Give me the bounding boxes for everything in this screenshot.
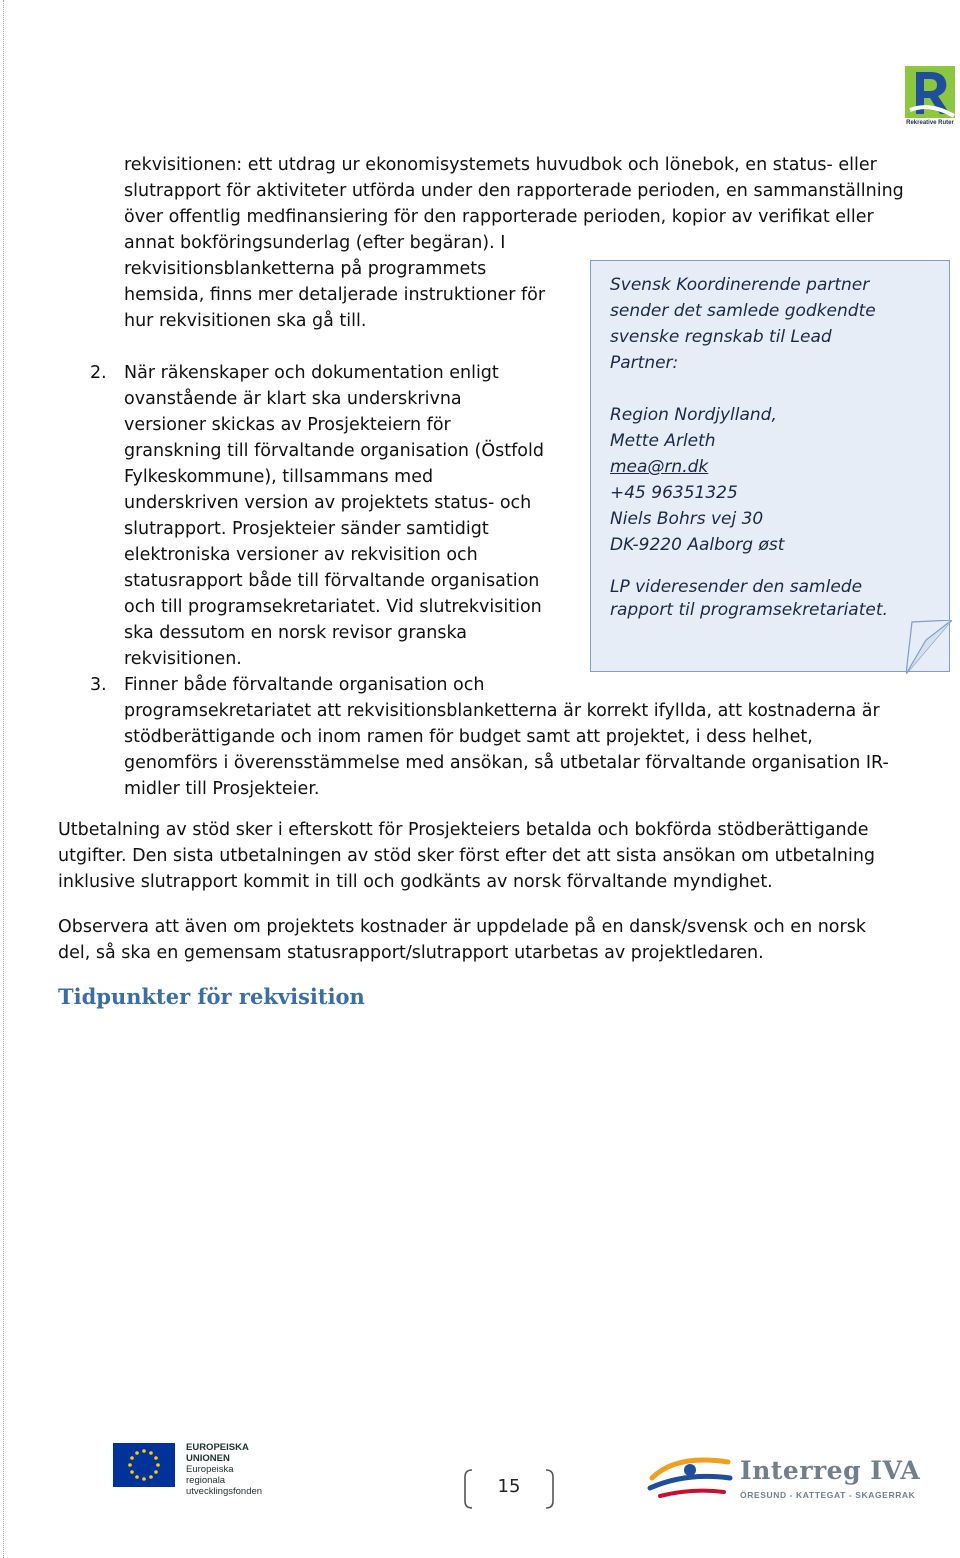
note-line: LP videresender den samlede [610, 577, 863, 597]
text-line: underskriven version av projektets status- och [124, 493, 532, 513]
eu-line: utvecklingsfonden [186, 1486, 263, 1497]
logo-caption: Rekreative Ruter [906, 120, 954, 126]
text-line: över offentlig medfinansiering för den rapporterade perioden, kopior av verifikat eller [124, 207, 874, 227]
text-line: slutrapport. Prosjekteier sänder samtidigt [124, 519, 489, 539]
note-city: DK-9220 Aalborg øst [610, 535, 785, 555]
note-email-link[interactable]: mea@rn.dk [610, 457, 709, 477]
text-line: rekvisitionen. [124, 649, 242, 669]
note-organization: Region Nordjylland, [610, 405, 777, 425]
text-line: midler till Prosjekteier. [124, 779, 320, 799]
note-phone: +45 96351325 [610, 483, 738, 503]
text-line: rekvisitionen: ett utdrag ur ekonomisystemets huvudbok och lönebok, en status- eller [124, 155, 877, 175]
text-line: Finner både förvaltande organisation och [124, 675, 485, 695]
margin-guide-line [3, 0, 4, 1558]
text-line: När räkenskaper och dokumentation enligt [124, 363, 499, 383]
note-line: Partner: [610, 353, 679, 373]
paragraph-payment [58, 817, 938, 895]
note-contact-person: Mette Arleth [610, 431, 716, 451]
text-line: elektroniska versioner av rekvisition och [124, 545, 478, 565]
text-line: Utbetalning av stöd sker i efterskott för Prosjekteiers betalda och bokförda stödberättigande [58, 820, 869, 840]
callout-note-content [610, 272, 940, 622]
eu-line: Europeiska [186, 1464, 234, 1475]
text-line: ovanstående är klart ska underskrivna [124, 389, 462, 409]
text-line: stödberättigande och inom ramen för budget samt att projektet, i dess helhet, [124, 727, 813, 747]
text-line: och till programsekretariatet. Vid slutrekvisition [124, 597, 542, 617]
text-line: del, så ska en gemensam statusrapport/slutrapport utarbetas av projektledaren. [58, 943, 764, 963]
text-line: statusrapport både till förvaltande organisation [124, 571, 540, 591]
eu-line: UNIONEN [186, 1453, 230, 1464]
interreg-name: Interreg IVA [740, 1456, 921, 1485]
page-number: 15 [497, 1476, 521, 1497]
interreg-swirl-logo [646, 1448, 734, 1500]
list-number: 2. [90, 363, 107, 383]
note-line: Svensk Koordinerende partner [610, 275, 870, 295]
text-line: Fylkeskommune), tillsammans med [124, 467, 434, 487]
eu-line: regionala [186, 1475, 226, 1486]
note-line: sender det samlede godkendte [610, 301, 876, 321]
text-line: genomförs i överensstämmelse med ansökan, så utbetalar förvaltande organisation IR- [124, 753, 889, 773]
text-line: rekvisitionsblanketterna på programmets [124, 259, 487, 279]
text-line: Observera att även om projektets kostnader är uppdelade på en dansk/svensk och en norsk [58, 917, 866, 937]
note-line: svenske regnskab til Lead [610, 327, 832, 347]
eu-line: EUROPEISKA [186, 1442, 249, 1453]
text-line: granskning till förvaltande organisation (Östfold [124, 441, 544, 461]
text-line: inklusive slutrapport kommit in till och godkänts av norsk förvaltande myndighet. [58, 872, 773, 892]
note-line: rapport til programsekretariatet. [610, 600, 888, 620]
text-line: programsekretariatet att rekvisitionsblanketterna är korrekt ifyllda, att kostnaderna är [124, 701, 880, 721]
eu-flag-icon [113, 1443, 175, 1487]
list-number: 3. [90, 675, 107, 695]
list-item-3 [124, 672, 944, 802]
eu-fund-label [186, 1442, 306, 1497]
text-line: hemsida, finns mer detaljerade instruktioner för [124, 285, 546, 305]
section-heading: Tidpunkter för rekvisition [58, 984, 365, 1009]
text-line: ska dessutom en norsk revisor granska [124, 623, 468, 643]
text-line: versioner skickas av Prosjekteiern för [124, 415, 451, 435]
interreg-region: ÖRESUND - KATTEGAT - SKAGERRAK [740, 1490, 916, 1500]
list-item-2 [124, 360, 584, 672]
text-line: hur rekvisitionen ska gå till. [124, 311, 367, 331]
note-street: Niels Bohrs vej 30 [610, 509, 764, 529]
paragraph-report [58, 914, 938, 966]
text-line: annat bokföringsunderlag (efter begäran). I [124, 233, 506, 253]
note-folded-corner [906, 620, 952, 674]
text-line: slutrapport för aktiviteter utförda under den rapporterade perioden, en sammanställning [124, 181, 904, 201]
text-line: utgifter. Den sista utbetalningen av stöd sker först efter det att sista ansökan om utbetalning [58, 846, 876, 866]
